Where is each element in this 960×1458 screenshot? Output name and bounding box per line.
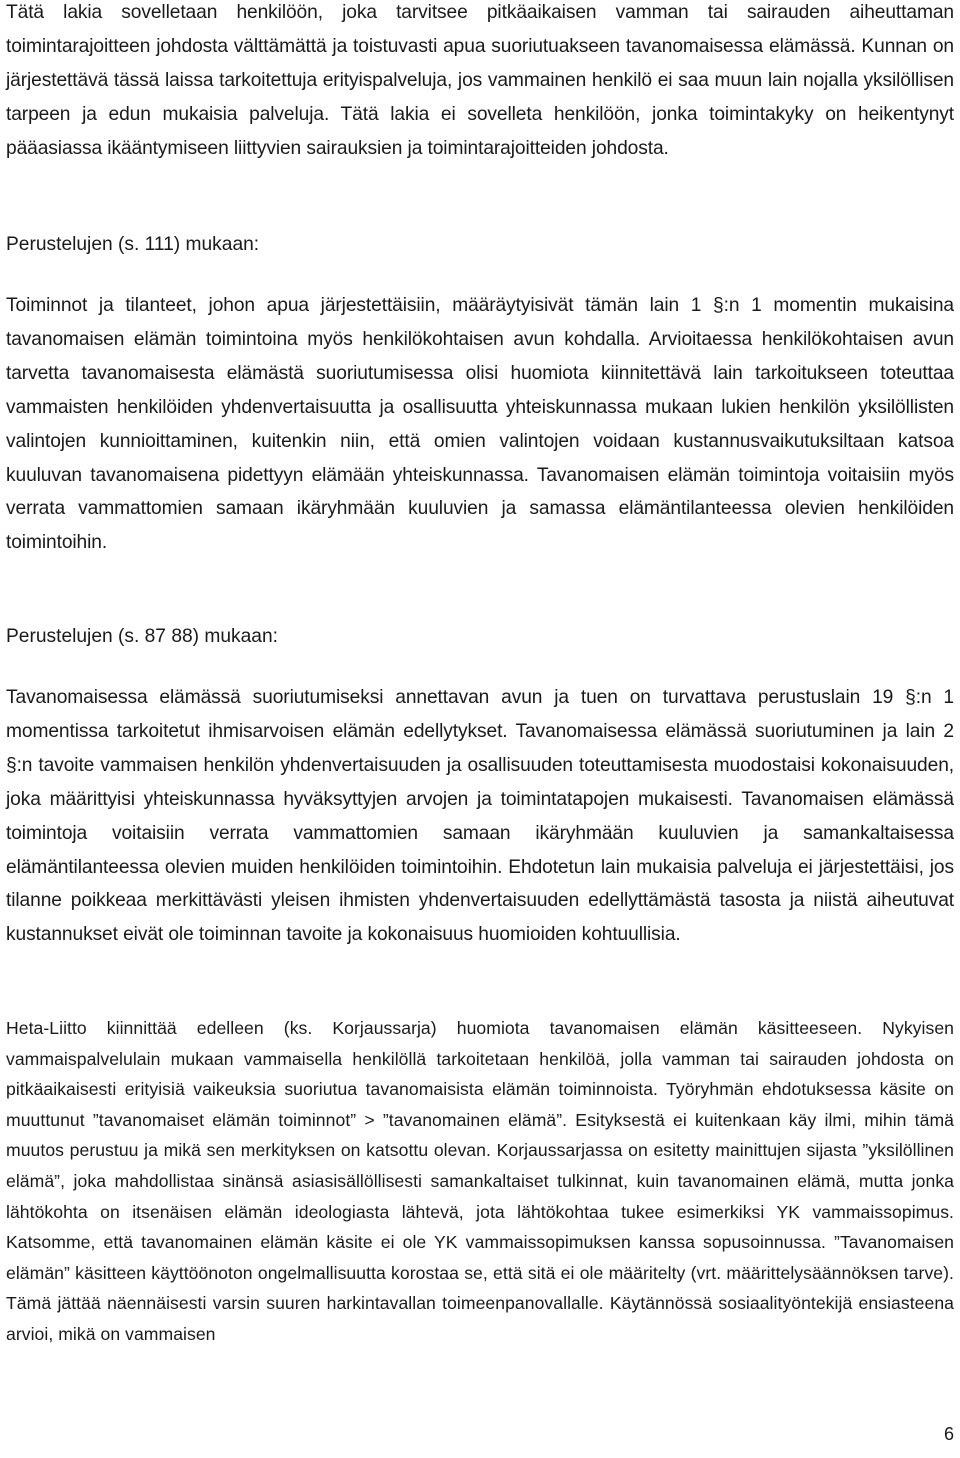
heading-rationale-87-88: Perustelujen (s. 87 88) mukaan: <box>6 626 278 647</box>
paragraph-law-scope: Tätä lakia sovelletaan henkilöön, joka tarvitsee pitkäaikaisen vamman tai sairauden aiheuttaman toimintarajoitteen johdosta välttämättä ja toistuvasti apua suoriutuakseen tavanomaisessa elämässä. Kunnan on järjestettävä tässä laissa tarkoitettuja erityispalveluja, jos vammainen henkilö ei saa muun lain nojalla yksilöllisen tarpeen ja edun mukaisia palveluja. Tätä lakia ei sovelleta henkilöön, jonka toimintakyky on heikentynyt pääasiassa ikääntymiseen liittyvien sairauksien ja toimintarajoitteiden johdosta. <box>6 2 954 159</box>
paragraph-rationale-111: Toiminnot ja tilanteet, johon apua järjestettäisiin, määräytyisivät tämän lain 1 §:n 1 momentin mukaisina tavanomaisen elämän toimintoina myös henkilökohtaisen avun kohdalla. Arvioitaessa henkilökohtaisen avun tarvetta tavanomaisesta elämästä suoriutumisessa olisi huomiota kiinnitettävä lain tarkoitukseen toteuttaa vammaisten henkilöiden yhdenvertaisuutta ja osallisuutta yhteiskunnassa mukaan lukien henkilön yksilöllisten valintojen kunnioittaminen, kuitenkin niin, että omien valintojen voidaan kustannusvaikutuksiltaan katsoa kuuluvan tavanomaisena pidettyyn elämään yhteiskunnassa. Tavanomaisen elämän toimintoja voitaisiin myös verrata vammattomien samaan ikäryhmään kuuluvien ja samassa elämäntilanteessa olevien henkilöiden toimintoihin. <box>6 295 954 554</box>
paragraph-heta-liitto-comment: Heta-Liitto kiinnittää edelleen (ks. Korjaussarja) huomiota tavanomaisen elämän käsitteeseen. Nykyisen vammaispalvelulain mukaan vammaisella henkilöllä tarkoitetaan henkilöä, jolla vamman tai sairauden johdosta on pitkäaikaisesti erityisiä vaikeuksia suoriutua tavanomaisista elämän toiminnoista. Työryhmän ehdotuksessa käsite on muuttunut ”tavanomaiset elämän toiminnot” > ”tavanomainen elämä”. Esityksestä ei kuitenkaan käy ilmi, mihin tämä muutos perustuu ja mikä sen merkityksen on katsottu olevan. Korjaussarjassa on esitetty mainittujen sijasta ”yksilöllinen elämä”, joka mahdollistaa sinänsä asiasisällöllisesti samankaltaiset tulkinnat, kuin tavanomainen elämä, mutta jonka lähtökohta on itsenäisen elämän ideologiasta lähtevä, jota lähtökohtaa tukee esimerkiksi YK vammaissopimus. Katsomme, että tavanomainen elämän käsite ei ole YK vammaissopimuksen kanssa sopusoinnussa. ”Tavanomaisen elämän” käsitteen käyttöönoton ongelmallisuutta korostaa se, että sitä ei ole määritelty (vrt. määrittelysäännöksen tarve). Tämä jättää näennäisesti varsin suuren harkintavallan toimeenpanovallalle. Käytännössä sosiaalityöntekijä ensiasteena arvioi, mikä on vammaisen <box>6 1018 954 1344</box>
page-number: 6 <box>943 1424 954 1444</box>
paragraph-rationale-87-88: Tavanomaisessa elämässä suoriutumiseksi annettavan avun ja tuen on turvattava perustuslain 19 §:n 1 momentissa tarkoitetut ihmisarvoisen elämän edellytykset. Tavanomaisessa elämässä suoriutuminen ja lain 2 §:n tavoite vammaisen henkilön yhdenvertaisuuden ja osallisuuden toteuttamisesta muodostaisi kokonaisuuden, joka määrittyisi yhteiskunnassa hyväksyttyjen arvojen ja toimintatapojen mukaisesti. Tavanomaisen elämässä toimintoja voitaisiin verrata vammattomien samaan ikäryhmään kuuluvien ja samankaltaisessa elämäntilanteessa olevien muiden henkilöiden toimintoihin. Ehdotetun lain mukaisia palveluja ei järjestettäisi, jos tilanne poikkeaa merkittävästi yleisen ihmisten yhdenvertaisuuden edellyttämästä tasosta ja niistä aiheutuvat kustannukset eivät ole toiminnan tavoite ja kokonaisuus huomioiden kohtuullisia. <box>6 687 954 946</box>
heading-rationale-111: Perustelujen (s. 111) mukaan: <box>6 234 260 255</box>
